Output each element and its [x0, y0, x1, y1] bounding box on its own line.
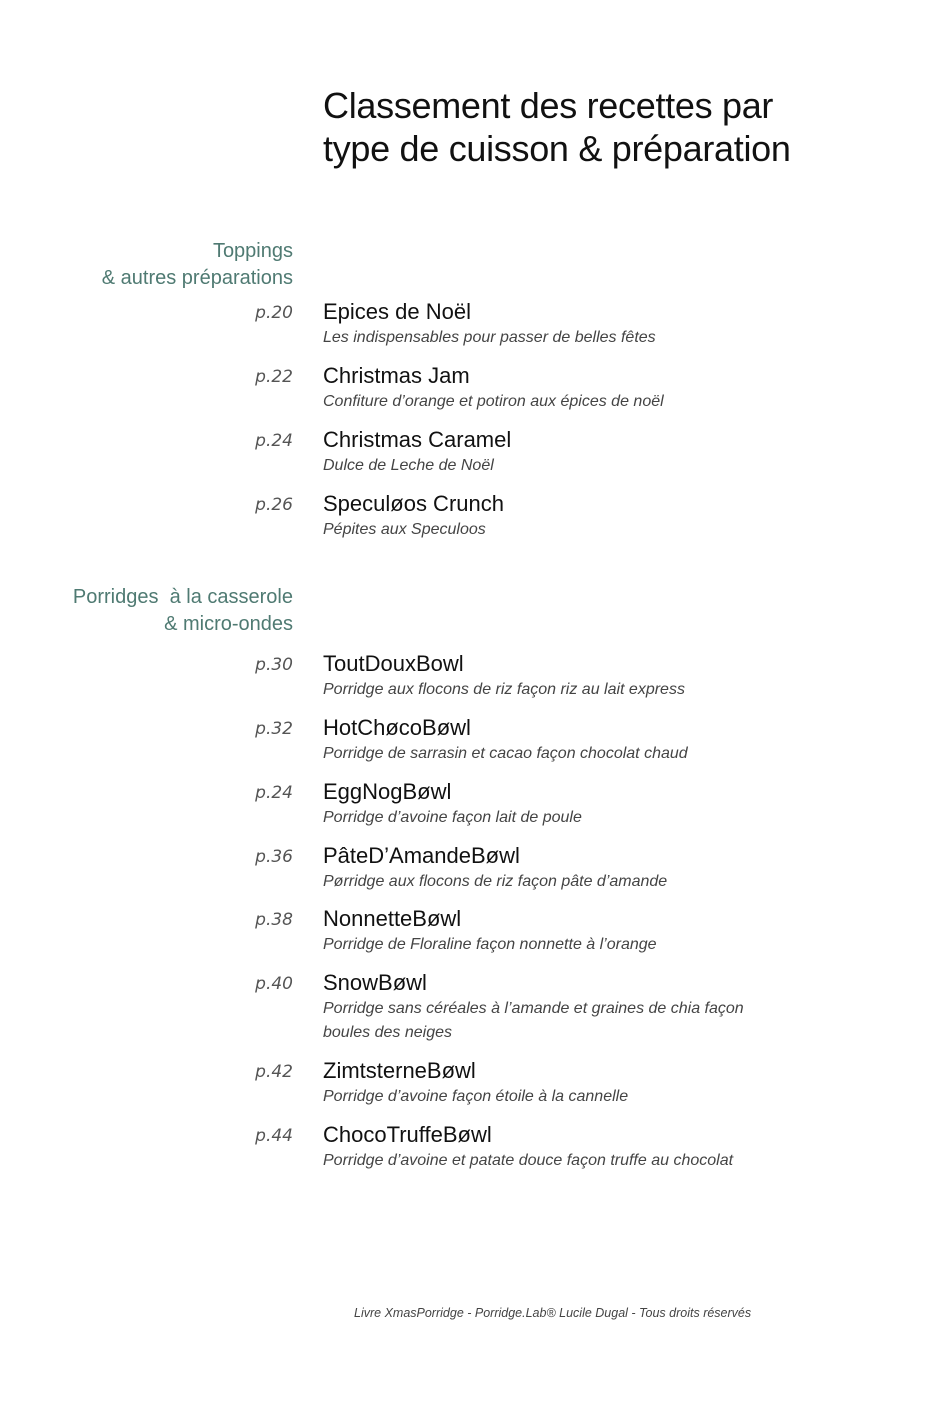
- recipe-description: Porridge de Floraline façon nonnette à l’orange: [323, 936, 657, 953]
- section-heading-line2: & autres préparations: [101, 267, 293, 289]
- section-heading-line1: Porridges à la casserole: [72, 586, 293, 608]
- section-heading-toppings: [102, 238, 293, 292]
- recipe-title: Christmas Caramel: [323, 427, 512, 452]
- recipe-description: Porridge aux flocons de riz façon riz au lait express: [323, 681, 685, 698]
- recipe-description: Porridge de sarrasin et cacao façon chocolat chaud: [323, 745, 688, 762]
- page-reference: p.30: [255, 655, 293, 675]
- recipe-description: Porridge sans céréales à l’amande et graines de chia façon boules des neiges: [323, 1000, 744, 1041]
- page-reference: p.24: [255, 431, 293, 451]
- section-heading-line1: Toppings: [212, 240, 293, 262]
- recipe-description: Porridge d’avoine façon étoile à la cannelle: [323, 1088, 629, 1105]
- recipe-title: NonnetteBøwl: [323, 906, 462, 931]
- recipe-description: Porridge d’avoine et patate douce façon truffe au chocolat: [323, 1152, 734, 1169]
- recipe-title: EggNogBøwl: [323, 779, 452, 804]
- recipe-description: Dulce de Leche de Noël: [323, 457, 494, 474]
- recipe-title: HotChøcoBøwl: [323, 715, 471, 740]
- page-reference: p.36: [255, 847, 293, 867]
- page-reference: p.38: [255, 910, 293, 930]
- section-heading-line2: & micro-ondes: [164, 613, 293, 635]
- page-reference: p.32: [255, 719, 293, 739]
- recipe-description: Pépites aux Speculoos: [323, 521, 486, 538]
- recipe-description: Pørridge aux flocons de riz façon pâte d’amande: [323, 873, 668, 890]
- recipe-title: ZimtsterneBøwl: [323, 1058, 476, 1083]
- recipe-title: ChocoTruffeBøwl: [323, 1122, 492, 1147]
- page-reference: p.42: [255, 1062, 293, 1082]
- recipe-title: Christmas Jam: [323, 363, 470, 388]
- recipe-title: Speculøos Crunch: [323, 491, 504, 516]
- recipe-title: ToutDouxBowl: [323, 651, 464, 676]
- page-reference: p.24: [255, 783, 293, 803]
- recipe-description: Porridge d’avoine façon lait de poule: [323, 809, 582, 826]
- page-reference: p.20: [255, 303, 293, 323]
- section-heading-porridges: [73, 584, 293, 638]
- recipe-title: PâteD’AmandeBøwl: [323, 843, 520, 868]
- recipe-description: Les indispensables pour passer de belles fêtes: [323, 329, 656, 346]
- footer-copyright: Livre XmasPorridge - Porridge.Lab® Lucile Dugal - Tous droits réservés: [354, 1306, 752, 1320]
- page-reference: p.44: [255, 1126, 293, 1146]
- page-title: Classement des recettes par type de cuisson & préparation: [323, 85, 791, 169]
- recipe-title: Epices de Noël: [323, 299, 471, 324]
- page-reference: p.22: [255, 367, 293, 387]
- recipe-title: SnowBøwl: [323, 970, 427, 995]
- page-reference: p.40: [255, 974, 293, 994]
- recipe-description: Confiture d’orange et potiron aux épices de noël: [323, 393, 664, 410]
- page-reference: p.26: [255, 495, 293, 515]
